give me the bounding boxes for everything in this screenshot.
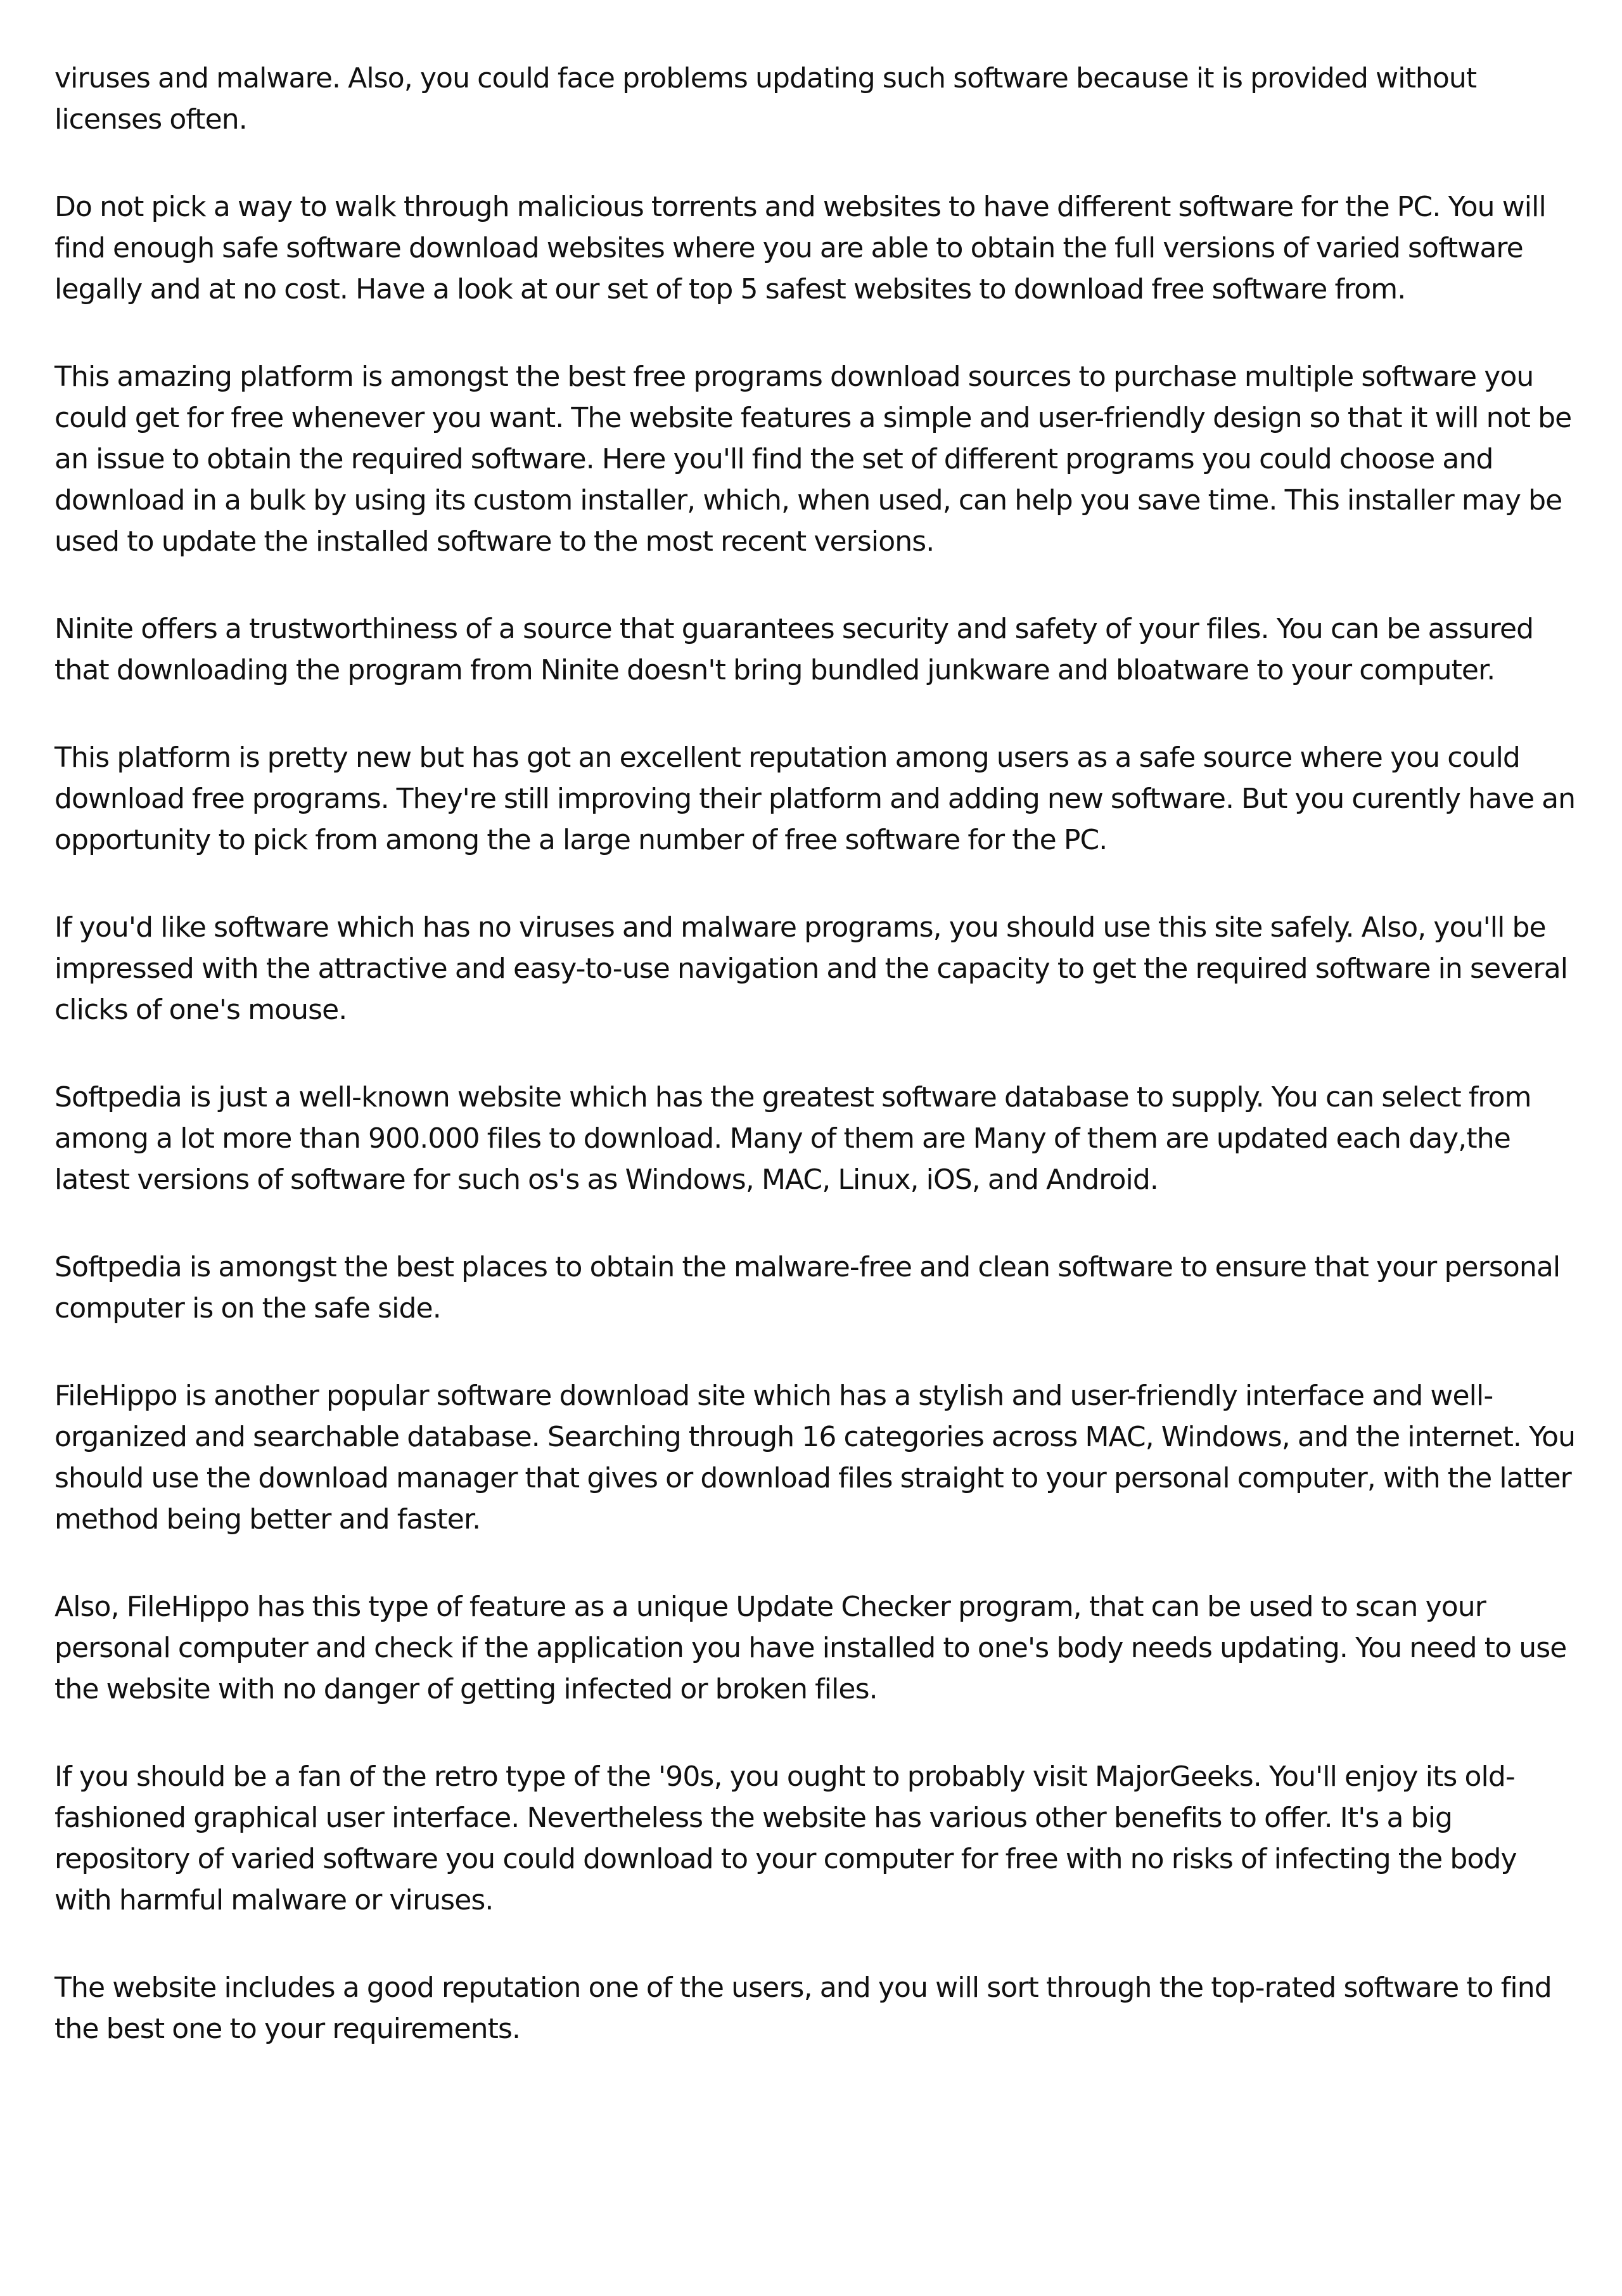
text-line: If you'd like software which has no viruses and malware programs, you should use this site safely. Also, you'll be xyxy=(54,911,1546,944)
text-line: download free programs. They're still improving their platform and adding new software. But you curently have an xyxy=(54,783,1576,815)
text-line: the website with no danger of getting infected or broken files. xyxy=(54,1673,878,1705)
text-line: Also, FileHippo has this type of feature as a unique Update Checker program, that can be used to scan your xyxy=(54,1591,1486,1623)
text-line: among a lot more than 900.000 files to download. Many of them are Many of them are updated each day,the xyxy=(54,1122,1510,1155)
text-line: personal computer and check if the application you have installed to one's body needs updating. You need to use xyxy=(54,1632,1567,1664)
paragraph xyxy=(54,1077,1575,1200)
text-line: latest versions of software for such os's as Windows, MAC, Linux, iOS, and Android. xyxy=(54,1164,1158,1196)
text-line: opportunity to pick from among the a large number of free software for the PC. xyxy=(54,824,1108,856)
document-body xyxy=(54,58,1575,2096)
text-line: The website includes a good reputation one of the users, and you will sort through the top-rated software to find xyxy=(54,1972,1552,2004)
paragraph xyxy=(54,1247,1575,1329)
text-line: Ninite offers a trustworthiness of a source that guarantees security and safety of your files. You can be assured xyxy=(54,613,1534,645)
paragraph xyxy=(54,186,1575,310)
text-line: Softpedia is just a well-known website which has the greatest software database to supply. You can select from xyxy=(54,1081,1531,1113)
paragraph xyxy=(54,608,1575,691)
text-line: should use the download manager that gives or download files straight to your personal computer, with the latter xyxy=(54,1462,1571,1494)
text-line: This amazing platform is amongst the best free programs download sources to purchase multiple software you xyxy=(54,361,1534,393)
paragraph xyxy=(54,1756,1575,1921)
text-line: impressed with the attractive and easy-to-use navigation and the capacity to get the required software in several xyxy=(54,952,1568,985)
text-line: repository of varied software you could download to your computer for free with no risks of infecting the body xyxy=(54,1843,1517,1875)
text-line: download in a bulk by using its custom installer, which, when used, can help you save time. This installer may be xyxy=(54,484,1562,516)
text-line: used to update the installed software to the most recent versions. xyxy=(54,525,935,558)
text-line: could get for free whenever you want. The website features a simple and user-friendly design so that it will not be xyxy=(54,402,1572,434)
text-line: fashioned graphical user interface. Nevertheless the website has various other benefits to offer. It's a big xyxy=(54,1802,1453,1834)
paragraph xyxy=(54,1375,1575,1540)
text-line: with harmful malware or viruses. xyxy=(54,1884,494,1916)
text-line: licenses often. xyxy=(54,103,247,136)
paragraph xyxy=(54,1586,1575,1710)
text-line: the best one to your requirements. xyxy=(54,2013,521,2045)
text-line: FileHippo is another popular software download site which has a stylish and user-friendly interface and well- xyxy=(54,1380,1493,1412)
paragraph xyxy=(54,907,1575,1030)
text-line: viruses and malware. Also, you could face problems updating such software because it is provided without xyxy=(54,62,1477,94)
text-line: Do not pick a way to walk through malicious torrents and websites to have different software for the PC. You will xyxy=(54,191,1546,223)
text-line: legally and at no cost. Have a look at our set of top 5 safest websites to download free software from. xyxy=(54,273,1406,305)
text-line: find enough safe software download websites where you are able to obtain the full versions of varied software xyxy=(54,232,1523,264)
text-line: that downloading the program from Ninite doesn't bring bundled junkware and bloatware to your computer. xyxy=(54,654,1495,686)
paragraph xyxy=(54,737,1575,861)
paragraph xyxy=(54,356,1575,562)
paragraph xyxy=(54,58,1575,140)
paragraph xyxy=(54,1967,1575,2049)
text-line: an issue to obtain the required software. Here you'll find the set of different programs you could choose and xyxy=(54,443,1493,475)
text-line: computer is on the safe side. xyxy=(54,1292,441,1324)
text-line: Softpedia is amongst the best places to obtain the malware-free and clean software to ensure that your personal xyxy=(54,1251,1561,1283)
text-line: clicks of one's mouse. xyxy=(54,994,347,1026)
text-line: This platform is pretty new but has got an excellent reputation among users as a safe source where you could xyxy=(54,741,1520,774)
text-line: If you should be a fan of the retro type of the '90s, you ought to probably visit MajorGeeks. You'll enjoy its old- xyxy=(54,1760,1515,1793)
text-line: method being better and faster. xyxy=(54,1503,481,1536)
text-line: organized and searchable database. Searching through 16 categories across MAC, Windows, and the internet. You xyxy=(54,1421,1576,1453)
